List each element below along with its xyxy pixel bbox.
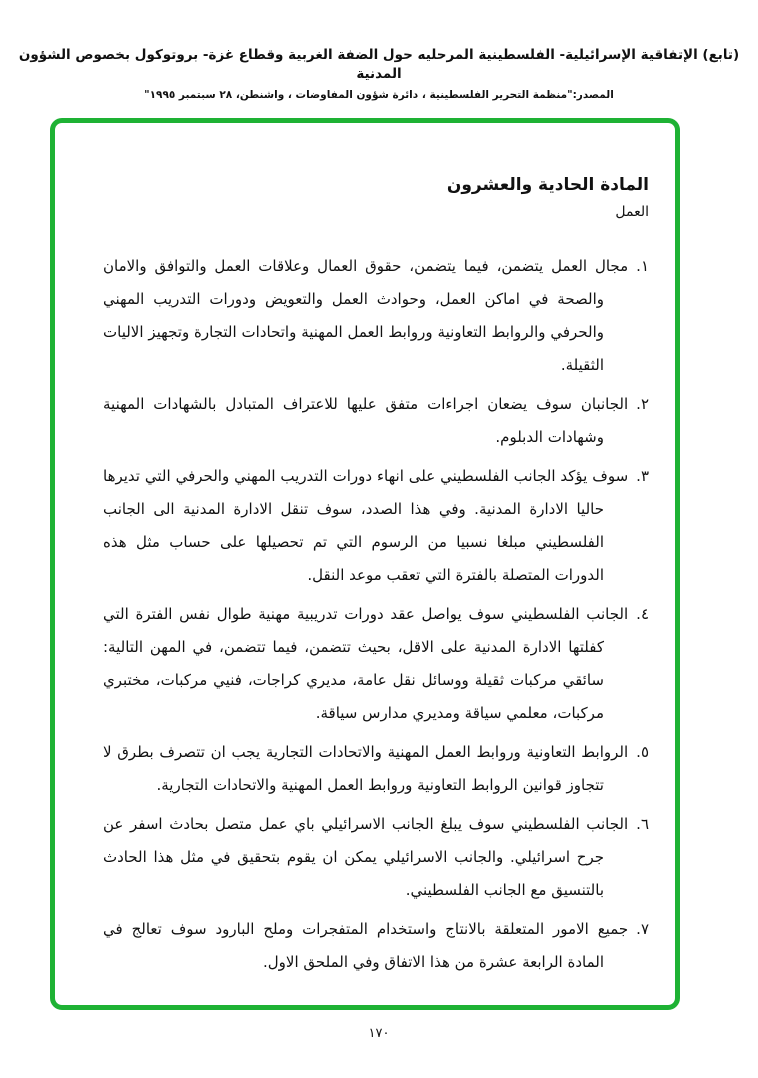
list-item xyxy=(103,913,649,979)
item-number: ٤. xyxy=(636,605,649,623)
document-source-line: المصدر:"منظمة التحرير الفلسطينية ، دائرة شؤون المفاوضات ، واشنطن، ٢٨ سبتمبر ١٩٩٥" xyxy=(144,88,614,101)
item-text: سوف يؤكد الجانب الفلسطيني على انهاء دورات التدريب المهني والحرفي التي تديرها حاليا الادارة المدنية. وفي هذا الصدد، سوف تنقل الادارة المدنية الى الجانب الفلسطيني مبلغا نسبيا من الرسوم التي تم تحصيلها على حساب مثل هذه الدورات المتصلة بالفترة التي تعقب موعد النقل. xyxy=(103,467,629,584)
item-text: الروابط التعاونية وروابط العمل المهنية والاتحادات التجارية يجب ان تتصرف بطرق لا تتجاوز قوانين الروابط التعاونية وروابط العمل المهنية والاتحادات التجارية. xyxy=(103,743,629,794)
list-item xyxy=(103,250,649,382)
item-text: جميع الامور المتعلقة بالانتاج واستخدام المتفجرات وملح البارود سوف تعالج في المادة الرابعة عشرة من هذا الاتفاق وفي الملحق الاول. xyxy=(103,920,629,971)
article-subtitle: العمل xyxy=(615,204,649,220)
list-item xyxy=(103,598,649,730)
item-text: الجانبان سوف يضعان اجراءات متفق عليها للاعتراف المتبادل بالشهادات المهنية وشهادات الدبلوم. xyxy=(103,395,629,446)
item-number: ٧. xyxy=(636,920,649,938)
item-text: الجانب الفلسطيني سوف يواصل عقد دورات تدريبية مهنية طوال نفس الفترة التي كفلتها الادارة المدنية على الاقل، بحيث تتضمن، فيما تتضمن، في المهن التالية: سائقي مركبات ثقيلة ووسائل نقل عامة، مديري كراجات، فنيي مركبات، مختبري مركبات، معلمي سياقة ومديري مدارس سياقة. xyxy=(103,605,629,722)
content-box xyxy=(50,118,680,1010)
document-header xyxy=(0,46,758,101)
list-item xyxy=(103,736,649,802)
item-number: ١. xyxy=(636,257,649,275)
article-items xyxy=(103,250,649,979)
list-item xyxy=(103,388,649,454)
document-title-line: (تابع) الإتفاقية الإسرائيلية- الفلسطينية المرحليه حول الضفة الغربية وقطاع غزة- بروتوكول بخصوص الشؤون المدنية xyxy=(18,47,740,82)
item-number: ٦. xyxy=(636,815,649,833)
item-text: مجال العمل يتضمن، فيما يتضمن، حقوق العمال وعلاقات العمل والتوافق والامان والصحة في اماكن العمل، وحوادث العمل والتعويض ودورات التدريب المهني والحرفي والروابط التعاونية وروابط العمل المهنية واتحادات التجارة وتجهيز الاليات الثقيلة. xyxy=(103,257,629,374)
article-title: المادة الحادية والعشرون xyxy=(446,175,649,195)
item-number: ٥. xyxy=(636,743,649,761)
list-item xyxy=(103,460,649,592)
list-item xyxy=(103,808,649,907)
item-number: ٢. xyxy=(636,395,649,413)
page-number: ١٧٠ xyxy=(368,1026,390,1041)
item-number: ٣. xyxy=(636,467,649,485)
item-text: الجانب الفلسطيني سوف يبلغ الجانب الاسرائيلي باي عمل متصل بحادث اسفر عن جرح اسرائيلي. والجانب الاسرائيلي يمكن ان يقوم بتحقيق في مثل هذا الحادث بالتنسيق مع الجانب الفلسطيني. xyxy=(103,815,629,899)
